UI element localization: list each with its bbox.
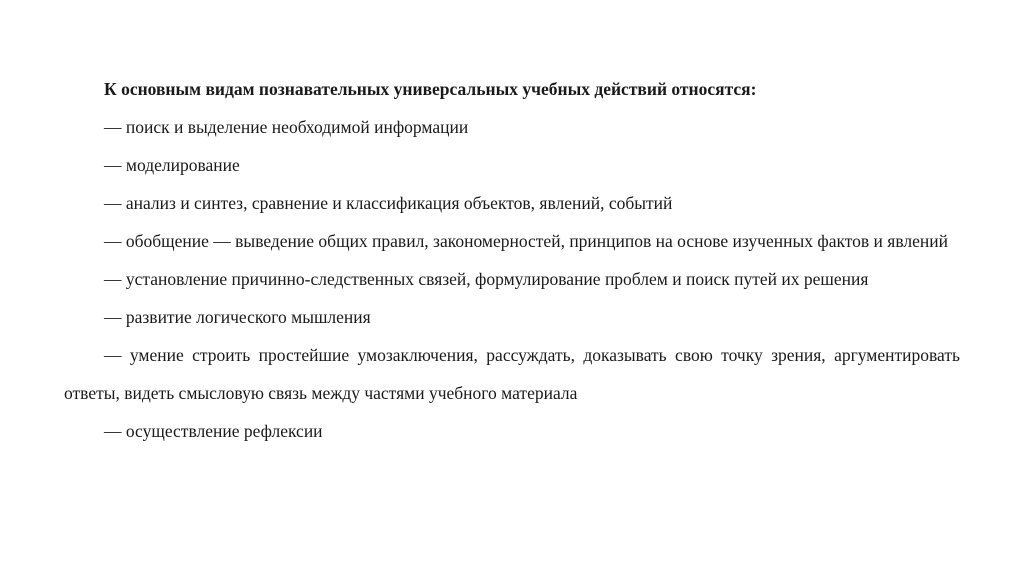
- list-item: — поиск и выделение необходимой информации: [104, 117, 469, 137]
- list-item: — моделирование: [104, 155, 240, 175]
- list-item: — установление причинно-следственных связей, формулирование проблем и поиск путей их решения: [104, 269, 869, 289]
- text-block: [64, 70, 960, 450]
- list-item: — осуществление рефлексии: [104, 421, 323, 441]
- list-item: — обобщение — выведение общих правил, закономерностей, принципов на основе изученных фактов и явлений: [104, 231, 948, 251]
- list-item: — анализ и синтез, сравнение и классификация объектов, явлений, событий: [104, 193, 673, 213]
- heading: К основным видам познавательных универсальных учебных действий относятся:: [104, 79, 757, 99]
- list-item: — развитие логического мышления: [104, 307, 371, 327]
- list-item: — умение строить простейшие умозаключения, рассуждать, доказывать свою точку зрения, аргументировать ответы, видеть смысловую связь между частями учебного материала: [64, 345, 960, 403]
